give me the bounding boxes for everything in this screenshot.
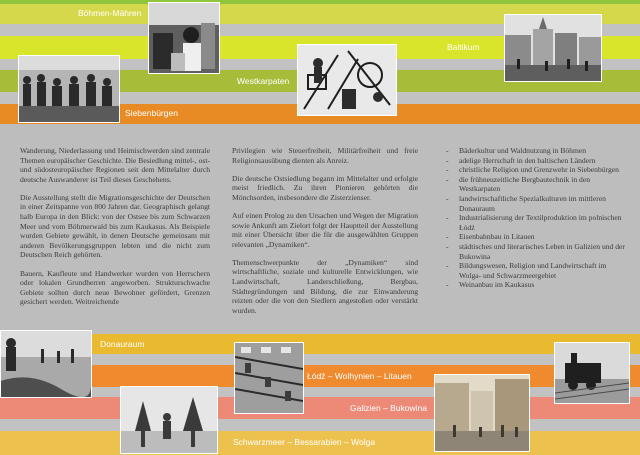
photo-bohmen-workers (148, 2, 220, 74)
band-gray-6 (0, 419, 640, 431)
col1-paragraph-1: Wanderung, Niederlassung und Heimischwerden sind zentrale Themen europäischer Geschichte. Die Besiedlung mittel-, ost- und südosteuropäischer Regionen seit dem Mittelalter durch deutsche Auswanderer ist Teil dieses Geschehens. (20, 146, 210, 184)
list-item: - Bildungswesen, Religion und Landwirtschaft im Wolga- und Schwarzmeergebiet (446, 261, 626, 280)
list-item: - Eisenbahnbau in Litauen (446, 232, 626, 242)
list-item: - landwirtschaftliche Spezialkulturen im mittleren Donauraum (446, 194, 626, 213)
col1-paragraph-2: Die Ausstellung stellt die Migrationsgeschichte der Deutschen in einer Zeitspanne von 800 Jahren dar. Geographisch gelangt halb Europa in den Blick: von der Ostsee bis zum Schwarzen Meer und vom Böhmerwald bis zum Kaukasus. Als Beispiele wurden Gebiete gewählt, in denen Deutsche gemeinsam mit anderen Bevölkerungsgruppen lebten und die nicht zum Deutschen Reich gehörten. (20, 192, 210, 260)
label-baltikum: Baltikum (447, 42, 480, 52)
list-item: - städtisches und literarisches Leben in Galizien und der Bukowina (446, 242, 626, 261)
list-item: - Bäderkultur und Waldnutzung in Böhmen (446, 146, 626, 156)
label-westkarpaten: Westkarpaten (237, 76, 290, 86)
text-column-1 (20, 146, 210, 315)
dynamics-list (446, 146, 626, 290)
list-item: - Industrialisierung der Textilproduktion im polnischen Łódź (446, 213, 626, 232)
text-column-2 (232, 146, 418, 324)
label-bohmen-mahren: Böhmen-Mähren (78, 8, 142, 18)
band-gray-5 (0, 387, 640, 397)
text-column-3 (446, 146, 626, 290)
photo-baltikum-town (504, 14, 602, 82)
photo-siebenburgen-crowd (18, 55, 120, 123)
label-donauraum: Donauraum (100, 339, 145, 349)
photo-galizien-street (434, 374, 530, 452)
col1-paragraph-3: Bauern, Kaufleute und Handwerker wurden von Herrschern oder lokalen Grundherren angeworben. Strukturschwache Gebiete sollten durch neue Bewohner gefördert, Grenzen gesichert werden. Weitreichende (20, 268, 210, 307)
col2-paragraph-4: Themenschwerpunkte der „Dynamiken“ sind wirtschaftliche, soziale und kulturelle Entwicklungen, wie Landwirtschaft, Landerschließung, Bergbau, Städtegründungen und Bildung, die zur Einwanderung reizten oder die von den Siedlern angestoßen oder verstärkt wurden. (232, 257, 418, 315)
list-item: - christliche Religion und Grenzwehr in Siebenbürgen (446, 165, 626, 175)
photo-donauraum-farmers (120, 386, 218, 454)
list-item: - die frühneuzeitliche Bergbautechnik in den Westkarpaten (446, 175, 626, 194)
list-item: - adelige Herrschaft in den baltischen Ländern (446, 156, 626, 166)
label-schwarzmeer: Schwarzmeer – Bessarabien – Wolga (233, 437, 376, 447)
col2-paragraph-3: Auf einen Prolog zu den Ursachen und Wegen der Migration sowie Ankunft am Zielort folgt der Hauptteil der Ausstellung mit einer Übersicht über die für die ausgewählten Gruppen relevanten „Dynamiken“. (232, 210, 418, 249)
photo-litauen-railway (554, 342, 630, 404)
photo-westkarpaten-mining (297, 44, 397, 116)
photo-donauraum-river (0, 330, 92, 398)
photo-lodz-textile-factory (234, 342, 304, 414)
band-donauraum (0, 334, 640, 354)
label-galizien-bukowina: Galizien – Bukowina (350, 403, 428, 413)
label-siebenburgen: Siebenbürgen (125, 108, 178, 118)
col2-paragraph-2: Die deutsche Ostsiedlung begann im Mittelalter und erfolgte meist friedlich. Zu ihren Pionieren gehörten die Mönchsorden, insbesondere die Zisterzienser. (232, 173, 418, 202)
list-item: - Weinanbau im Kaukasus (446, 280, 626, 290)
col2-paragraph-1: Privilegien wie Steuerfreiheit, Militärfreiheit und freie Religionsausübung dienten als Anreiz. (232, 146, 418, 165)
label-lodz-wolhynien-litauen: Łódź – Wolhynien – Litauen (307, 371, 412, 381)
band-gray-4 (0, 354, 640, 365)
band-galizien-bukowina (0, 397, 640, 419)
